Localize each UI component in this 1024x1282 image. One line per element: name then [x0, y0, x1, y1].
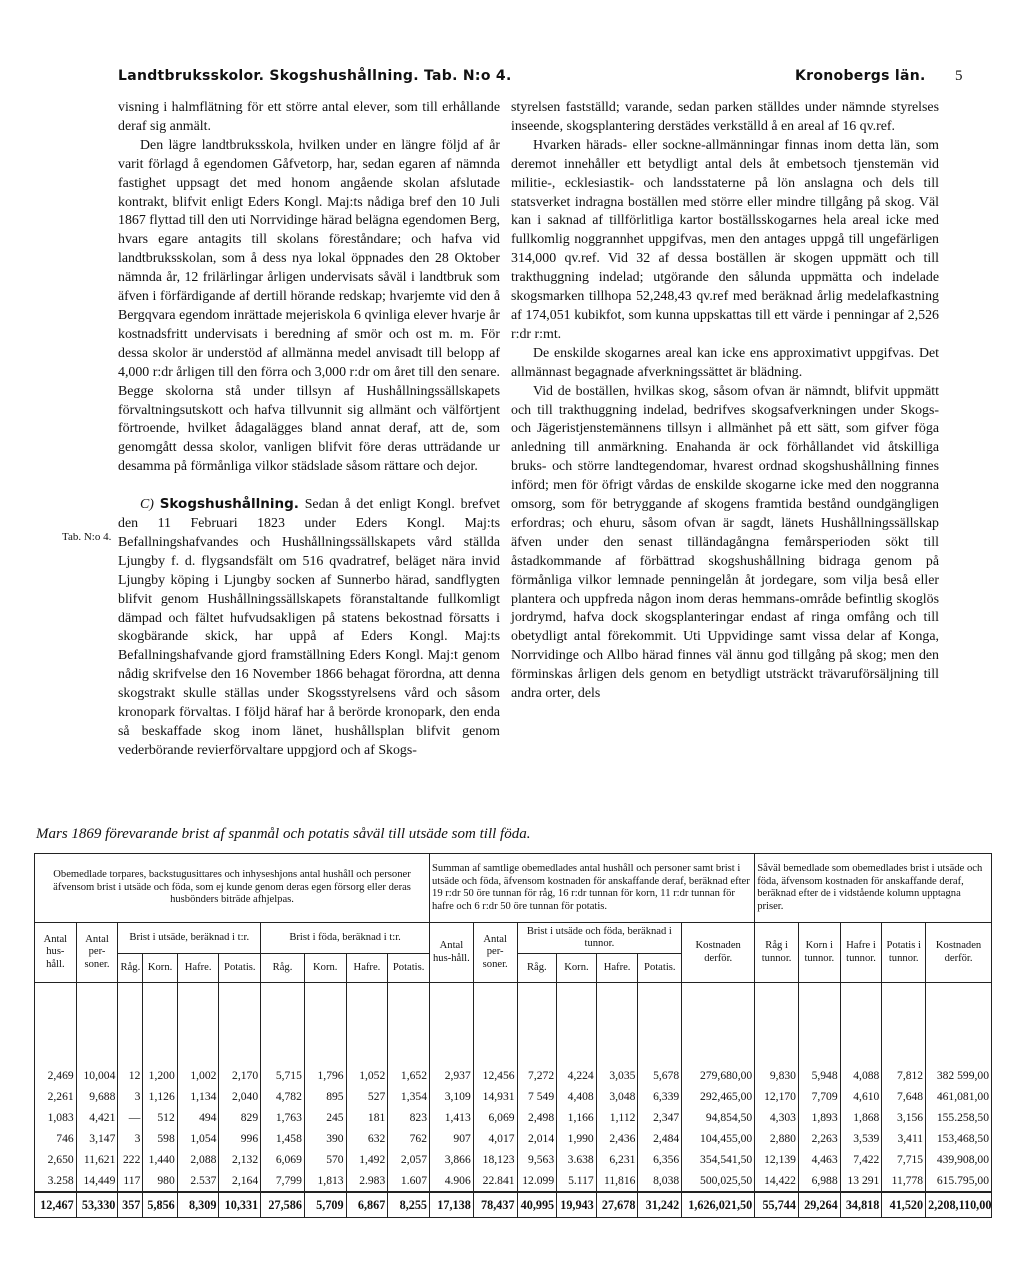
group3-header: Såväl bemedlade som obemedlades brist i utsäde och föda, äfvensom kostnaden för anskaffande deraf, beräknad efter de i vidstående kolumn upptagna priser. [755, 854, 992, 923]
total-cell: 27,678 [596, 1192, 638, 1218]
table-cell: 3,048 [596, 1086, 638, 1107]
total-cell: 5,709 [304, 1192, 346, 1218]
total-cell: 17,138 [430, 1192, 474, 1218]
table-row [35, 1086, 992, 1107]
table-cell: 1,002 [177, 1065, 219, 1086]
total-cell: 27,586 [261, 1192, 305, 1218]
spacer-cell [35, 983, 77, 1066]
table-cell: 4.906 [430, 1170, 474, 1192]
table-cell: 1,868 [840, 1107, 882, 1128]
table-cell: 4,408 [557, 1086, 597, 1107]
table-cell: 14,449 [76, 1170, 118, 1192]
table-cell: 9,830 [755, 1065, 799, 1086]
table-cell: 598 [143, 1128, 177, 1149]
table-cell: 2,498 [517, 1107, 557, 1128]
table-cell: 382 599,00 [926, 1065, 992, 1086]
total-cell: 6,867 [346, 1192, 388, 1218]
paragraph: Vid de boställen, hvilkas skog, såsom ofvan är nämndt, blifvit uppmätt och till trakthuggning indelad, bedrifves skogsafverkningen under Skogs- och Jägeristjenstemännens tillsyn i allmänhet på ett sätt, som gifver föga anledning till anmärkning. Enahanda är ock förhållandet vid åtskilliga bruks- och större landtegendomar, hvarest ordnad skogshushållning finnes införd; men för öfrigt vårdas de enskilde skogarne icke med den noggranna omsorg, som för betryggande af skogens framtida bestånd oundgängligen erfordras; och ehuru, såsom ofvan är sagdt, länets Hushållningssällskap äfven under den senast tilländagångna femårsperioden sökt till åstadkommande af förbättrad skogshushållning bidraga genom på förmånliga vilkor lemnade penningelån åt jordegare, som vilja beså eller plantera och uppfreda någon inom deras hemmans-område befintlig skoglös jordrymd, hafva dock skogsplanteringar endast af ringa omfång och till obetydligt antal förekommit. Uti Uppvidinge samt vissa delar af Konga, Norrvidinge och Allbo härad finnes väl ännu god tillgång på skog; men den förminskas årligen dels genom en betydligt utsträckt trävaruförsäljning till andra orter, dels [511, 383, 939, 702]
group1-header: Obemedlade torpares, backstugusittares och inhyseshjons antal hushåll och personer äfvensom brist i utsäde och föda, som ej kunde genom deras egen försorg eller deras husbönders biträde afhjelpas. [35, 854, 430, 923]
table-cell: 3.258 [35, 1170, 77, 1192]
col-g3-kostnaden: Kostnaden derför. [926, 923, 992, 983]
data-table [34, 853, 992, 1218]
spacer-cell [76, 983, 118, 1066]
running-header-left: Landtbruksskolor. Skogshushållning. Tab. N:o 4. [118, 68, 512, 84]
paragraph: De enskilde skogarnes areal kan icke ens approximativt uppgifvas. Det allmännast begagnade afverkningssättet är blädning. [511, 345, 939, 380]
table-cell: 6,069 [473, 1107, 517, 1128]
col-g2-hafre: Hafre. [596, 954, 638, 983]
total-cell: 12,467 [35, 1192, 77, 1218]
table-cell: 9,563 [517, 1149, 557, 1170]
table-cell: 1,990 [557, 1128, 597, 1149]
table-cell: 6,339 [638, 1086, 682, 1107]
table-cell: 4,017 [473, 1128, 517, 1149]
table-cell: 2,650 [35, 1149, 77, 1170]
total-cell: 8,309 [177, 1192, 219, 1218]
total-cell: 5,856 [143, 1192, 177, 1218]
table-cell: 907 [430, 1128, 474, 1149]
table-cell: 354,541,50 [682, 1149, 755, 1170]
spacer-cell [557, 983, 597, 1066]
spacer-cell [926, 983, 992, 1066]
table-cell: 104,455,00 [682, 1128, 755, 1149]
table-cell: 6,231 [596, 1149, 638, 1170]
table-spacer-row [35, 983, 992, 1066]
table-cell: 3,035 [596, 1065, 638, 1086]
table-cell: 5.117 [557, 1170, 597, 1192]
table-cell: 2,014 [517, 1128, 557, 1149]
spacer-cell [638, 983, 682, 1066]
table-cell: 6,988 [798, 1170, 840, 1192]
total-cell: 78,437 [473, 1192, 517, 1218]
table-cell: 5,715 [261, 1065, 305, 1086]
table-cell: 4,782 [261, 1086, 305, 1107]
table-cell: 9,688 [76, 1086, 118, 1107]
table-cell: 762 [388, 1128, 430, 1149]
col-antal-personer: Antal per-soner. [76, 923, 118, 983]
col-g3-rag: Råg i tunnor. [755, 923, 799, 983]
spacer-cell [261, 983, 305, 1066]
table-cell: 1,126 [143, 1086, 177, 1107]
table-subheader-row [35, 923, 992, 954]
table-cell: 12,456 [473, 1065, 517, 1086]
paragraph: styrelsen fastställd; varande, sedan parken ställdes under nämnde styrelses inseende, skogsplantering derstädes verkställd å en areal af 16 qv.ref. [511, 100, 939, 134]
col-g2-korn: Korn. [557, 954, 597, 983]
table-cell: 4,463 [798, 1149, 840, 1170]
table-cell: 390 [304, 1128, 346, 1149]
table-cell: 153,468,50 [926, 1128, 992, 1149]
table-cell: 12 [118, 1065, 143, 1086]
table-cell: 4,610 [840, 1086, 882, 1107]
table-cell: 895 [304, 1086, 346, 1107]
table-cell: 11,816 [596, 1170, 638, 1192]
table-cell: 5,678 [638, 1065, 682, 1086]
table-cell: 2,040 [219, 1086, 261, 1107]
left-column [118, 99, 500, 761]
table-cell: 8,038 [638, 1170, 682, 1192]
table-cell: 10,004 [76, 1065, 118, 1086]
spacer-cell [143, 983, 177, 1066]
table-cell: 1,083 [35, 1107, 77, 1128]
spacer-cell [596, 983, 638, 1066]
table-cell: 1,112 [596, 1107, 638, 1128]
table-cell: 439,908,00 [926, 1149, 992, 1170]
page-number: 5 [955, 68, 963, 84]
col-brist-utsade: Brist i utsäde, beräknad i t:r. [118, 923, 261, 954]
table-cell: 1,413 [430, 1107, 474, 1128]
total-cell: 53,330 [76, 1192, 118, 1218]
spacer-cell [219, 983, 261, 1066]
table-cell: 512 [143, 1107, 177, 1128]
data-table-wrapper [34, 853, 992, 1248]
col-utsade-korn: Korn. [143, 954, 177, 983]
table-total-row [35, 1192, 992, 1218]
table-cell: 3,109 [430, 1086, 474, 1107]
col-utsade-potatis: Potatis. [219, 954, 261, 983]
table-cell: 94,854,50 [682, 1107, 755, 1128]
table-cell: 1,440 [143, 1149, 177, 1170]
table-cell: 632 [346, 1128, 388, 1149]
table-cell: 6,069 [261, 1149, 305, 1170]
table-cell: 7,422 [840, 1149, 882, 1170]
section-letter: C) [140, 497, 154, 513]
table-cell: 3.638 [557, 1149, 597, 1170]
table-cell: 980 [143, 1170, 177, 1192]
table-cell: 245 [304, 1107, 346, 1128]
spacer-cell [682, 983, 755, 1066]
table-cell: 4,224 [557, 1065, 597, 1086]
total-cell: 34,818 [840, 1192, 882, 1218]
table-cell: 1,134 [177, 1086, 219, 1107]
spacer-cell [882, 983, 926, 1066]
table-cell: 1,796 [304, 1065, 346, 1086]
table-cell: 1,893 [798, 1107, 840, 1128]
table-cell: 527 [346, 1086, 388, 1107]
table-cell: 14,931 [473, 1086, 517, 1107]
col-g2-rag: Råg. [517, 954, 557, 983]
table-cell: 117 [118, 1170, 143, 1192]
table-cell: 7,799 [261, 1170, 305, 1192]
table-cell: 4,421 [76, 1107, 118, 1128]
col-foda-korn: Korn. [304, 954, 346, 983]
table-cell: 1,813 [304, 1170, 346, 1192]
table-cell: 222 [118, 1149, 143, 1170]
table-cell: 2,347 [638, 1107, 682, 1128]
table-cell: 279,680,00 [682, 1065, 755, 1086]
paragraph: Hvarken härads- eller sockne-allmänningar finnas inom detta län, som deremot innehåller ett betydligt antal dels åt embetsoch tjenstemän vid militie-, ecklesiastik- och landsstaterne på lön anslagna och dels till statsverket indragna boställen med större eller mindre tillgång på skog. Väl kan i saknad af tillförlitliga kartor boställsskogarnes hela areal icke med fullkomlig noggrannhet uppgifvas, men den antages uppgå till ungefärligen 314,000 qv.ref. Vid 32 af dessa boställen är skogen uppmätt och till trakthuggning indelad; utgörande den sålunda uppmätta och indelade skogsmarken tillhopa 52,248,43 qv.ref med beräknad årlig medelafkastning af 174,051 kubikfot, som kunna uppskattas till ett värde i penningar af 2,526 r:dr r:mt. [511, 137, 939, 342]
col-utsade-hafre: Hafre. [177, 954, 219, 983]
table-cell: 292,465,00 [682, 1086, 755, 1107]
table-cell: 7 549 [517, 1086, 557, 1107]
spacer-cell [430, 983, 474, 1066]
total-cell: 41,520 [882, 1192, 926, 1218]
table-cell: 1,354 [388, 1086, 430, 1107]
table-cell: 746 [35, 1128, 77, 1149]
col-g2-brist: Brist i utsäde och föda, beräknad i tunnor. [517, 923, 682, 954]
table-cell: 3 [118, 1128, 143, 1149]
total-cell: 29,264 [798, 1192, 840, 1218]
spacer-cell [798, 983, 840, 1066]
col-g3-hafre: Hafre i tunnor. [840, 923, 882, 983]
table-cell: 7,648 [882, 1086, 926, 1107]
table-cell: 4,088 [840, 1065, 882, 1086]
spacer-cell [755, 983, 799, 1066]
table-cell: 3,147 [76, 1128, 118, 1149]
table-cell: 7,272 [517, 1065, 557, 1086]
col-g2-antal-personer: Antal per-soner. [473, 923, 517, 983]
table-cell: 18,123 [473, 1149, 517, 1170]
table-cell: 4,303 [755, 1107, 799, 1128]
spacer-cell [177, 983, 219, 1066]
table-cell: 1,458 [261, 1128, 305, 1149]
table-cell: 14,422 [755, 1170, 799, 1192]
table-row [35, 1149, 992, 1170]
table-cell: 181 [346, 1107, 388, 1128]
table-cell: 3,866 [430, 1149, 474, 1170]
table-cell: 2,263 [798, 1128, 840, 1149]
table-cell: 155.258,50 [926, 1107, 992, 1128]
col-antal-hushall: Antal hus-håll. [35, 923, 77, 983]
table-cell: 12,170 [755, 1086, 799, 1107]
table-cell: 615.795,00 [926, 1170, 992, 1192]
group2-header: Summan af samtlige obemedlades antal hushåll och personer samt brist i utsäde och föda, äfvensom kostnaden för anskaffande deraf, beräknad efter 19 r:dr 50 öre tunnan för råg, 16 r:dr tunnan för korn, 11 r:dr tunnan för hafre och 6 r:dr 50 öre tunnan för potatis. [430, 854, 755, 923]
table-cell: 7,812 [882, 1065, 926, 1086]
table-cell: 6,356 [638, 1149, 682, 1170]
table-cell: 2,436 [596, 1128, 638, 1149]
col-foda-rag: Råg. [261, 954, 305, 983]
table-cell: 2.537 [177, 1170, 219, 1192]
table-row [35, 1170, 992, 1192]
table-cell: 2,261 [35, 1086, 77, 1107]
table-cell: 11,621 [76, 1149, 118, 1170]
total-cell: 31,242 [638, 1192, 682, 1218]
col-kostnaden: Kostnaden derför. [682, 923, 755, 983]
total-cell: 8,255 [388, 1192, 430, 1218]
table-title: Mars 1869 förevarande brist af spanmål och potatis såväl till utsäde som till föda. [36, 826, 531, 842]
table-group-header-row [35, 854, 992, 923]
table-row [35, 1107, 992, 1128]
total-cell: 10,331 [219, 1192, 261, 1218]
table-cell: 570 [304, 1149, 346, 1170]
col-foda-potatis: Potatis. [388, 954, 430, 983]
col-g3-potatis: Potatis i tunnor. [882, 923, 926, 983]
col-g3-korn: Korn i tunnor. [798, 923, 840, 983]
col-g2-potatis: Potatis. [638, 954, 682, 983]
table-row [35, 1128, 992, 1149]
total-cell: 357 [118, 1192, 143, 1218]
table-cell: 1,492 [346, 1149, 388, 1170]
table-cell: 11,778 [882, 1170, 926, 1192]
table-cell: 3,411 [882, 1128, 926, 1149]
table-cell: 1,052 [346, 1065, 388, 1086]
col-brist-foda: Brist i föda, beräknad i t:r. [261, 923, 430, 954]
col-g2-antal-hushall: Antal hus-håll. [430, 923, 474, 983]
table-cell: 7,709 [798, 1086, 840, 1107]
spacer-cell [473, 983, 517, 1066]
col-foda-hafre: Hafre. [346, 954, 388, 983]
col-utsade-rag: Råg. [118, 954, 143, 983]
total-cell: 1,626,021,50 [682, 1192, 755, 1218]
total-cell: 2,208,110,00 [926, 1192, 992, 1218]
table-cell: 2.983 [346, 1170, 388, 1192]
section-paragraph [118, 495, 500, 761]
table-row [35, 1065, 992, 1086]
spacer-cell [346, 983, 388, 1066]
section-title: Skogshushållning. [159, 496, 299, 513]
spacer-cell [118, 983, 143, 1066]
table-cell: 500,025,50 [682, 1170, 755, 1192]
total-cell: 40,995 [517, 1192, 557, 1218]
table-cell: — [118, 1107, 143, 1128]
running-header-right: Kronobergs län. [795, 68, 926, 84]
paragraph: Sedan å det enligt Kongl. brefvet den 11 Februari 1823 under Eders Kongl. Maj:ts Befallningshafvandes och Hushållningssällskapets vård ställda Ljungby f. d. flygsandsfält om 516 qvadratref, beläget nära invid Ljungby köping i Ljungby socken af Sunnerbo härad, sandflygten blifvit genom Hushållningssällskapets föranstaltande fullkomligt dämpad och fältet hufvudsakligen på statens bekostnad försatts i skogbärande skick, har uppå af Eders Kongl. Maj:ts Befallningshafvande gjord framställning Eders Kongl. Maj:t genom nådig skrifvelse den 16 November 1866 behagat förordna, att denna skogstrakt skulle ställas under Skogsstyrelsens vård och såsom kronopark förvaltas. I följd häraf har å berörde kronopark, den enda så beskaffade skog inom länet, hushållsplan blifvit genom vederbörande revierförvaltare uppgjord och af Skogs- [118, 497, 500, 758]
table-cell: 2,937 [430, 1065, 474, 1086]
table-cell: 996 [219, 1128, 261, 1149]
table-cell: 823 [388, 1107, 430, 1128]
paragraph: visning i halmflätning för ett större antal elever, som till erhållande deraf sig anmält. [118, 100, 500, 134]
table-cell: 3,539 [840, 1128, 882, 1149]
table-cell: 2,088 [177, 1149, 219, 1170]
table-cell: 829 [219, 1107, 261, 1128]
table-cell: 461,081,00 [926, 1086, 992, 1107]
table-cell: 22.841 [473, 1170, 517, 1192]
table-cell: 3,156 [882, 1107, 926, 1128]
total-cell: 55,744 [755, 1192, 799, 1218]
table-cell: 7,715 [882, 1149, 926, 1170]
table-cell: 1,054 [177, 1128, 219, 1149]
table-cell: 12,139 [755, 1149, 799, 1170]
table-cell: 2,484 [638, 1128, 682, 1149]
margin-tab-reference: Tab. N:o 4. [62, 531, 112, 543]
table-cell: 2,469 [35, 1065, 77, 1086]
table-cell: 1,200 [143, 1065, 177, 1086]
table-cell: 2,170 [219, 1065, 261, 1086]
table-body [35, 983, 992, 1218]
spacer-cell [304, 983, 346, 1066]
table-cell: 3 [118, 1086, 143, 1107]
total-cell: 19,943 [557, 1192, 597, 1218]
table-cell: 2,164 [219, 1170, 261, 1192]
spacer-cell [840, 983, 882, 1066]
table-cell: 1,166 [557, 1107, 597, 1128]
table-cell: 2,132 [219, 1149, 261, 1170]
right-column [511, 99, 939, 704]
spacer-cell [388, 983, 430, 1066]
paragraph: Den lägre landtbruksskola, hvilken under en längre följd af år varit förlagd å egendomen Gåfvetorp, har, sedan egaren af nämnda fastighet uppsagt det med honom angående skolan afslutade kontrakt, blifvit enligt Eders Kongl. Maj:ts nådiga bref den 10 Juli 1867 flyttad till den uti Norrvidinge härad belägna egendomen Berg, hvars egare antagits till skolans föreståndare; och hafva vid landtbruksskolan, som å dess nya lokal öppnades den 28 Oktober nämnda år, 12 frilärlingar årligen undervisats såväl i landtbruk som äfven i förfärdigande af dertill hörande redskap; hvarjemte vid den å Bergqvara egendom inrättade mejeriskola 6 qvinliga elever hvarje år kostnadsfritt undervisats i beredning af smör och ost m. m. För dessa skolor är understöd af allmänna medel anvisadt till belopp af 4,000 r:dr årligen till den förra och 3,000 r:dr om året till den senare. Begge skolorna stå under tillsyn af Hushållningssällskapets förvaltningsutskott och hafva tillvunnit sig allmänt och välförtjent förtroende, hvilket ådagalägges bland annat deraf, att de, som genomgått dessa skolor, vanligen blifvit före deras utträdande ur desamma på förmånliga vilkor städslade såsom rättare och dejor. [118, 137, 500, 475]
table-cell: 12.099 [517, 1170, 557, 1192]
table-cell: 1,763 [261, 1107, 305, 1128]
table-cell: 1,652 [388, 1065, 430, 1086]
table-cell: 494 [177, 1107, 219, 1128]
table-cell: 5,948 [798, 1065, 840, 1086]
table-cell: 1.607 [388, 1170, 430, 1192]
table-cell: 2,880 [755, 1128, 799, 1149]
spacer-cell [517, 983, 557, 1066]
table-cell: 13 291 [840, 1170, 882, 1192]
table-cell: 2,057 [388, 1149, 430, 1170]
